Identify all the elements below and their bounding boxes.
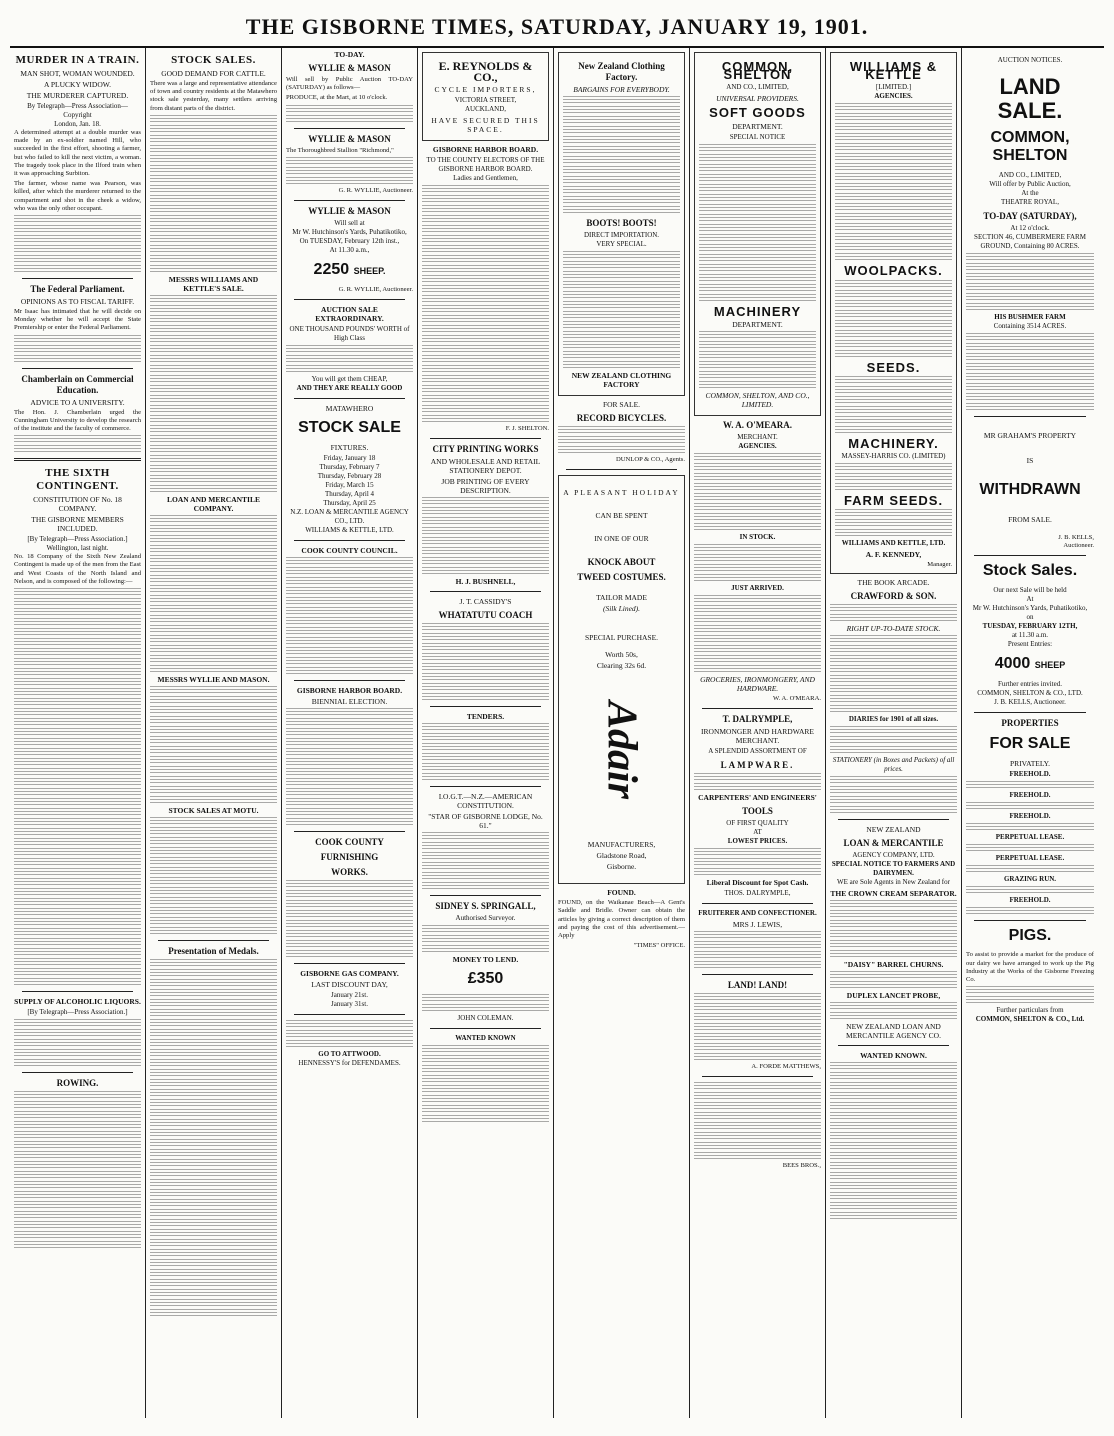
murder-credit: By Telegraph—Press Association—Copyright <box>27 102 128 119</box>
fixtures-label: FIXTURES. <box>330 443 369 453</box>
motu-headline: STOCK SALES AT MOTU. <box>168 805 259 815</box>
kennedy: A. F. KENNEDY, <box>865 550 922 560</box>
wm-headline: MESSRS WYLLIE AND MASON. <box>157 674 270 684</box>
harbor-board: GISBORNE HARBOR BOARD. <box>296 686 403 696</box>
auctioneer-sig-1: G. R. WYLLIE, Auctioneer. <box>338 186 413 194</box>
nz-label: NEW ZEALAND <box>866 825 921 835</box>
reynolds-ad <box>422 52 549 141</box>
agency-co: AGENCY COMPANY, LTD. <box>852 851 935 860</box>
star-lodge: "STAR OF GISBORNE LODGE, No. 61." <box>428 812 543 831</box>
tools: TOOLS <box>742 806 773 817</box>
thousand-pounds: ONE THOUSAND POUNDS' WORTH of High Class <box>289 325 410 343</box>
sheep-number-8: 4000 <box>994 655 1031 673</box>
massey: MASSEY-HARRIS CO. (LIMITED) <box>841 452 946 461</box>
wanted-known: WANTED KNOWN <box>455 1034 516 1043</box>
crown-separator: THE CROWN CREAM SEPARATOR. <box>830 889 957 899</box>
fixture-5: Thursday, April 4 <box>324 490 375 499</box>
knock-about: KNOCK ABOUT <box>587 557 656 568</box>
groceries: GROCERIES, IRONMONGERY, AND HARDWARE. <box>700 674 815 693</box>
next-sale: Our next Sale will be held <box>993 586 1067 595</box>
from-sale: FROM SALE. <box>1008 515 1052 524</box>
today-sat: TO-DAY (SATURDAY), <box>983 211 1077 221</box>
tailor-made: TAILOR MADE <box>596 593 647 603</box>
matawhero-label: MATAWHERO <box>325 404 374 414</box>
wanted-1: WANTED KNOWN. <box>860 1051 927 1061</box>
secured-space: HAVE SECURED THIS SPACE. <box>431 116 540 134</box>
seeds: SEEDS. <box>866 359 921 375</box>
theatre: THEATRE ROYAL, <box>1001 198 1059 206</box>
woolpacks: WOOLPACKS. <box>844 263 943 279</box>
acres-3514: Containing 3514 ACRES. <box>993 322 1067 330</box>
chamberlain-sub: ADVICE TO A UNIVERSITY. <box>30 397 125 407</box>
farm-seeds: FARM SEEDS. <box>843 493 944 509</box>
withdrawn: WITHDRAWN <box>979 481 1081 498</box>
dalrymple: T. DALRYMPLE, <box>722 714 793 725</box>
freehold-3: FREEHOLD. <box>1009 812 1051 821</box>
clothing-ad <box>558 52 685 396</box>
nz-loan-sig: N.Z. LOAN & MERCANTILE AGENCY CO., LTD. <box>290 508 409 526</box>
fixture-2: Thursday, February 7 <box>319 463 380 472</box>
cook-council: COOK COUNTY COUNCIL. <box>301 546 398 556</box>
mk-headline: MESSRS WILLIAMS AND KETTLE'S SALE. <box>168 274 259 293</box>
we-are: WE are Sole Agents in New Zealand for <box>837 878 950 887</box>
thos-dalrymple: THOS. DALRYMPLE, <box>724 889 791 898</box>
rowing-headline: ROWING. <box>56 1078 99 1089</box>
masthead: THE GISBORNE TIMES, SATURDAY, JANUARY 19, 1901. <box>10 6 1104 48</box>
further: Further entries invited. <box>998 680 1062 689</box>
wm-ad-3: WYLLIE & MASON <box>308 206 391 217</box>
holiday: A PLEASANT HOLIDAY <box>563 488 680 498</box>
liquor-credit: [By Telegraph—Press Association.] <box>27 1008 128 1017</box>
special-purchase: SPECIAL PURCHASE. <box>584 633 659 643</box>
chamberlain-text: The Hon. J. Chamberlain urged the Cunningham University to develop the research of the institute and the faculty of commerce. <box>14 408 141 433</box>
columns <box>10 48 1104 1418</box>
murder-dateline: London, Jan. 18. <box>54 120 101 128</box>
cassidy: J. T. CASSIDY'S <box>459 597 512 607</box>
perpetual-1: PERPETUAL LEASE. <box>995 833 1065 842</box>
freehold-2: FREEHOLD. <box>1009 791 1051 800</box>
will-offer: Will offer by Public Auction, <box>989 180 1071 188</box>
will-sell: Will sell at <box>334 219 365 228</box>
pigs: PIGS. <box>1008 927 1052 945</box>
wk-sig: WILLIAMS & KETTLE, LTD. <box>305 526 394 535</box>
federal-headline: The Federal Parliament. <box>30 284 125 295</box>
fixture-4: Friday, March 15 <box>325 481 374 490</box>
wk-agencies: AGENCIES. <box>874 92 913 101</box>
mach-dept: DEPARTMENT. <box>732 319 783 329</box>
times-office: "TIMES" OFFICE. <box>633 942 685 950</box>
andco: AND CO., LIMITED, <box>726 83 789 92</box>
cs-co: COMMON, SHELTON, AND CO., LIMITED. <box>705 390 810 409</box>
auctioneer-sig-2: G. R. WYLLIE, Auctioneer. <box>338 286 413 294</box>
stock-sales-headline: STOCK SALES. <box>171 54 256 66</box>
column-2 <box>146 48 282 1418</box>
common-shelton: COMMON, SHELTON <box>721 59 794 83</box>
at-8: At <box>1026 595 1034 604</box>
in-one: IN ONE OF OUR <box>594 534 649 544</box>
column-3 <box>282 48 418 1418</box>
ladies: Ladies and Gentlemen, <box>453 174 518 182</box>
goods-cheap: You will get them CHEAP, <box>311 375 388 384</box>
jbk: J. B. KELLS, Auctioneer. <box>994 698 1066 707</box>
column-1 <box>10 48 146 1418</box>
federal-text: Mr Isaac has intimated that he will decide on Monday whether he will accept the State Premiership or enter the Federal Parliament. <box>14 308 141 332</box>
loan-mercantile: LOAN & MERCANTILE <box>843 838 944 849</box>
gisborne: Gisborne. <box>606 862 637 872</box>
murder-headline: MURDER IN A TRAIN. <box>15 54 140 66</box>
lowest-prices: LOWEST PRICES. <box>727 837 788 846</box>
omeara: W. A. O'MEARA. <box>723 419 792 430</box>
liberal-discount: Liberal Discount for Spot Cash. <box>706 878 809 888</box>
machinery: MACHINERY <box>713 303 802 319</box>
in-stock: IN STOCK. <box>739 532 776 541</box>
crawford: CRAWFORD & SON. <box>850 591 937 602</box>
auction-extra: AUCTION SALE EXTRAORDINARY. <box>315 305 384 324</box>
murder-sub3: THE MURDERER CAPTURED. <box>26 91 129 100</box>
fruiterer: FRUITERER AND CONFECTIONER. <box>698 909 817 918</box>
further-p: Further particulars from <box>996 1006 1064 1015</box>
job-printing: JOB PRINTING OF EVERY DESCRIPTION. <box>441 477 530 496</box>
csc2: COMMON, SHELTON & CO., Ltd. <box>975 1015 1085 1024</box>
grazing: GRAZING RUN. <box>1003 875 1057 884</box>
reynolds-name: E. REYNOLDS & CO., <box>438 59 533 84</box>
direct: DIRECT IMPORTATION. <box>583 231 660 239</box>
auckland: AUCKLAND, <box>464 105 507 113</box>
murder-sub1: MAN SHOT, WOMAN WOUNDED. <box>20 69 135 78</box>
produce-text: PRODUCE, at the Mart, at 10 o'clock. <box>286 94 388 102</box>
holiday-ad <box>558 475 685 884</box>
pounds-350: £350 <box>467 970 504 988</box>
tenders: TENDERS. <box>466 712 505 722</box>
freehold-1: FREEHOLD. <box>1009 770 1051 779</box>
works: WORKS. <box>331 867 368 878</box>
cook-furn: COOK COUNTY <box>315 837 384 848</box>
fixture-3: Thursday, February 28 <box>317 472 382 481</box>
cs-soft-goods-ad <box>694 52 821 416</box>
chamberlain-headline: Chamberlain on Commercial Education. <box>21 373 134 395</box>
sheep-4000 <box>966 655 1094 674</box>
for-sale-8: FOR SALE <box>989 735 1071 753</box>
auctioneer-1: Auctioneer. <box>1063 542 1094 550</box>
adair-bros-logo: Adair <box>598 701 645 800</box>
present: Present Entries: <box>1007 640 1053 649</box>
can-be: CAN BE SPENT <box>595 511 648 521</box>
harbor-board-2: GISBORNE HARBOR BOARD. <box>432 145 539 154</box>
jan-31: January 31st. <box>331 1000 368 1009</box>
stock-sales-text: There was a large and representative attendance of town and country residents at the Matawhero stock sale yesterday, many settlers arriving from distant parts of the district. <box>150 80 277 112</box>
common-shelton-8: COMMON, SHELTON <box>990 129 1070 164</box>
kells-1: J. B. KELLS, <box>1058 534 1094 541</box>
money-lend: MONEY TO LEND. <box>452 955 519 965</box>
jan-21: January 21st. <box>331 991 368 1000</box>
medals-headline: Presentation of Medals. <box>168 945 259 956</box>
sixth-credit: [By Telegraph—Press Association.] <box>27 535 128 544</box>
found: FOUND. <box>607 888 636 898</box>
wk-name: WILLIAMS & KETTLE <box>849 59 938 83</box>
sale-date: On TUESDAY, February 12th inst., <box>299 237 400 246</box>
noon: At 12 o'clock. <box>1010 224 1050 232</box>
wholesale: AND WHOLESALE AND RETAIL STATIONERY DEPOT. <box>430 457 541 476</box>
springall: SIDNEY S. SPRINGALL, <box>435 901 536 912</box>
column-5 <box>554 48 690 1418</box>
to-electors: TO THE COUNTY ELECTORS OF THE GISBORNE HARBOR BOARD. <box>426 156 545 173</box>
city-printing: CITY PRINTING WORKS <box>432 444 539 455</box>
federal-sub: OPINIONS AS TO FISCAL TARIFF. <box>20 297 135 307</box>
wm-ad-2: WYLLIE & MASON <box>308 133 391 144</box>
gas-company: GISBORNE GAS COMPANY. <box>300 969 399 979</box>
freehold-4: FREEHOLD. <box>1009 896 1051 905</box>
whatatutu-coach: WHATATUTU COACH <box>438 610 533 621</box>
sixth-sub2: THE GISBORNE MEMBERS INCLUDED. <box>31 515 124 534</box>
merchant: MERCHANT. <box>737 432 778 441</box>
machinery-wk: MACHINERY. <box>848 435 939 451</box>
liquor-headline: SUPPLY OF ALCOHOLIC LIQUORS. <box>14 997 141 1007</box>
is: IS <box>1026 456 1034 465</box>
yards-text: Mr W. Hutchinson's Yards, Puhatikotiko, <box>292 228 407 237</box>
wm-ad-1-text: Will sell by Public Auction TO-DAY (SATURDAY) as follows— <box>286 76 413 92</box>
just-arrived: JUST ARRIVED. <box>731 583 784 592</box>
clearing: Clearing 32s 6d. <box>596 661 647 671</box>
time-8: at 11.30 a.m. <box>1011 631 1049 640</box>
column-8 <box>962 48 1098 1418</box>
shelton-sig: F. J. SHELTON. <box>505 425 549 432</box>
loan-headline: LOAN AND MERCANTILE COMPANY. <box>167 494 260 513</box>
at-the: At the <box>1021 189 1039 197</box>
stock-sales-8: Stock Sales. <box>982 562 1078 580</box>
coleman: JOHN COLEMAN. <box>457 1014 514 1023</box>
column-7 <box>826 48 962 1418</box>
csc: COMMON, SHELTON & CO., LTD. <box>977 689 1083 698</box>
sheep-label-8: SHEEP <box>1034 660 1066 671</box>
nzcf: NEW ZEALAND CLOTHING FACTORY <box>571 371 672 389</box>
stationery: STATIONERY (in Boxes and Packets) of all prices. <box>832 756 955 774</box>
last-discount: LAST DISCOUNT DAY, <box>311 980 388 990</box>
bushmer: HIS BUSHMER FARM <box>994 313 1066 321</box>
newspaper-page <box>10 6 1104 1424</box>
section-46: SECTION 46, CUMBERMERE FARM GROUND, Containing 80 ACRES. <box>974 233 1086 250</box>
stock-sales-sub: GOOD DEMAND FOR CATTLE. <box>161 69 266 78</box>
silk-lined: (Silk Lined). <box>602 604 641 614</box>
boots: BOOTS! BOOTS! <box>586 218 657 228</box>
really-good: AND THEY ARE REALLY GOOD <box>296 384 403 393</box>
land-land: LAND! LAND! <box>727 980 788 991</box>
perpetual-2: PERPETUAL LEASE. <box>995 854 1065 863</box>
diaries: DIARIES for 1901 of all sizes. <box>848 715 939 724</box>
sheep-label: SHEEP. <box>353 266 386 277</box>
matthews: A. FORDE MATTHEWS, <box>751 1063 821 1071</box>
yards-8: Mr W. Hutchinson's Yards, Puhatikotiko, <box>972 604 1088 613</box>
manager: Manager. <box>927 561 952 569</box>
surveyor: Authorised Surveyor. <box>455 914 516 923</box>
duplex-probe: DUPLEX LANCET PROBE, <box>846 991 941 1001</box>
properties: PROPERTIES <box>1001 718 1059 729</box>
column-4 <box>418 48 554 1418</box>
on: on <box>1026 613 1034 622</box>
for-sale: FOR SALE. <box>602 400 641 409</box>
record-bicycles: RECORD BICYCLES. <box>576 413 667 423</box>
victoria-st: VICTORIA STREET, <box>454 96 517 104</box>
privately: PRIVATELY. <box>1009 759 1051 769</box>
today-label: TO-DAY. <box>334 50 365 59</box>
daisy-churns: "DAISY" BARREL CHURNS. <box>843 960 944 970</box>
mrs-lewis: MRS J. LEWIS, <box>732 920 783 930</box>
bees-bros: BEES BROS., <box>782 1162 821 1170</box>
sheep-count <box>286 261 413 280</box>
wk-ad <box>830 52 957 574</box>
murder-sub2: A PLUCKY WIDOW. <box>43 80 112 89</box>
wk-limited: [LIMITED.] <box>875 83 912 92</box>
column-6 <box>690 48 826 1418</box>
worth: Worth 50s, <box>605 650 638 660</box>
biennial: BIENNIAL ELECTION. <box>311 697 388 707</box>
soft-dept: DEPARTMENT. <box>732 121 783 131</box>
iogt: I.O.G.T.—N.Z.—AMERICAN CONSTITUTION. <box>438 792 533 811</box>
dunlop-sig: DUNLOP & CO., Agents. <box>616 456 685 463</box>
very-special: VERY SPECIAL. <box>596 240 647 248</box>
first-quality: OF FIRST QUALITY <box>726 819 789 828</box>
up-to-date: RIGHT UP-TO-DATE STOCK. <box>846 624 941 634</box>
bushnell: H. J. BUSHNELL, <box>455 577 516 587</box>
sixth-sub: CONSTITUTION OF No. 18 COMPANY. <box>33 495 122 514</box>
soft-goods: SOFT GOODS <box>709 105 806 121</box>
sixth-headline: THE SIXTH CONTINGENT. <box>36 467 119 493</box>
nzla: NEW ZEALAND LOAN AND MERCANTILE AGENCY CO. <box>846 1022 941 1041</box>
clothing-factory: New Zealand Clothing Factory. <box>578 61 665 82</box>
lampware: LAMPWARE. <box>720 760 795 771</box>
murder-text-2: The farmer, whose name was Pearson, was killed, after which the murderer returned to the compartment and shot in the cheek a widow, who was the only other occupant. <box>14 180 141 212</box>
universal: UNIVERSAL PROVIDERS. <box>716 94 799 104</box>
special-notice: SPECIAL NOTICE <box>729 132 786 141</box>
richmond-text: The Thoroughbred Stallion "Richmond," <box>286 146 394 154</box>
book-arcade: THE BOOK ARCADE. <box>857 578 930 588</box>
auction-notices: AUCTION NOTICES. <box>997 56 1063 64</box>
tuesday: TUESDAY, FEBRUARY 12TH, <box>982 622 1078 631</box>
ironmonger: IRONMONGER AND HARDWARE MERCHANT. <box>701 727 814 746</box>
hennessy: HENNESSY'S for DEFENDAMES. <box>298 1059 401 1068</box>
sixth-text: No. 18 Company of the Sixth New Zealand Contingent is made up of the men from the East and West Coasts of the North Island and Nelson, and is composed of the following:— <box>14 553 141 585</box>
bargains: BARGAINS FOR EVERYBODY. <box>573 85 670 94</box>
graham: MR GRAHAM'S PROPERTY <box>983 431 1077 440</box>
carpenters: CARPENTERS' AND ENGINEERS' <box>698 793 817 803</box>
fixture-6: Thursday, April 25 <box>323 499 376 508</box>
pigs-text: To assist to provide a market for the produce of our dairy we have arranged to work up the Pig Industry at the Works of the Gisborne Freezing Co. <box>966 951 1094 984</box>
agencies-om: AGENCIES. <box>738 441 777 450</box>
sixth-dateline: Wellington, last night. <box>46 544 109 553</box>
attwood: GO TO ATTWOOD. <box>318 1050 381 1059</box>
wm-ad-1: WYLLIE & MASON <box>308 63 391 73</box>
land-sale: LAND SALE. <box>997 74 1063 123</box>
found-text: FOUND, on the Waikanae Beach—A Gent's Saddle and Bridle. Owner can obtain the articles by giving a correct description of them and paying the cost of this advertisement.—Apply <box>558 899 685 940</box>
murder-text-1: A determined attempt at a double murder was made by an ex-soldier named Hill, who succeeded in the first effort, shooting a farmer, but who failed to kill the next victim, a woman. The tragedy took place in the Ilford train when it was approaching Surbiton. <box>14 129 141 178</box>
wa-sig: W. A. O'MEARA. <box>772 694 821 702</box>
gladstone-rd: Gladstone Road, <box>596 851 647 861</box>
fixture-1: Friday, January 18 <box>323 454 376 463</box>
special-farmers: SPECIAL NOTICE TO FARMERS AND DAIRYMEN. <box>831 860 956 878</box>
andco-8: AND CO., LIMITED, <box>998 171 1062 179</box>
stock-sale-title: STOCK SALE <box>298 419 401 437</box>
furnishing: FURNISHING <box>320 852 379 863</box>
tweed: TWEED COSTUMES. <box>577 572 666 583</box>
sale-time: At 11.30 a.m., <box>329 246 370 255</box>
splendid: A SPLENDID ASSORTMENT OF <box>708 747 807 756</box>
cycle-importers: CYCLE IMPORTERS, <box>434 85 537 94</box>
at: AT <box>753 828 762 837</box>
wk2: WILLIAMS AND KETTLE, LTD. <box>841 539 946 548</box>
manufacturers: MANUFACTURERS, <box>587 840 656 850</box>
sheep-number: 2250 <box>313 261 350 279</box>
